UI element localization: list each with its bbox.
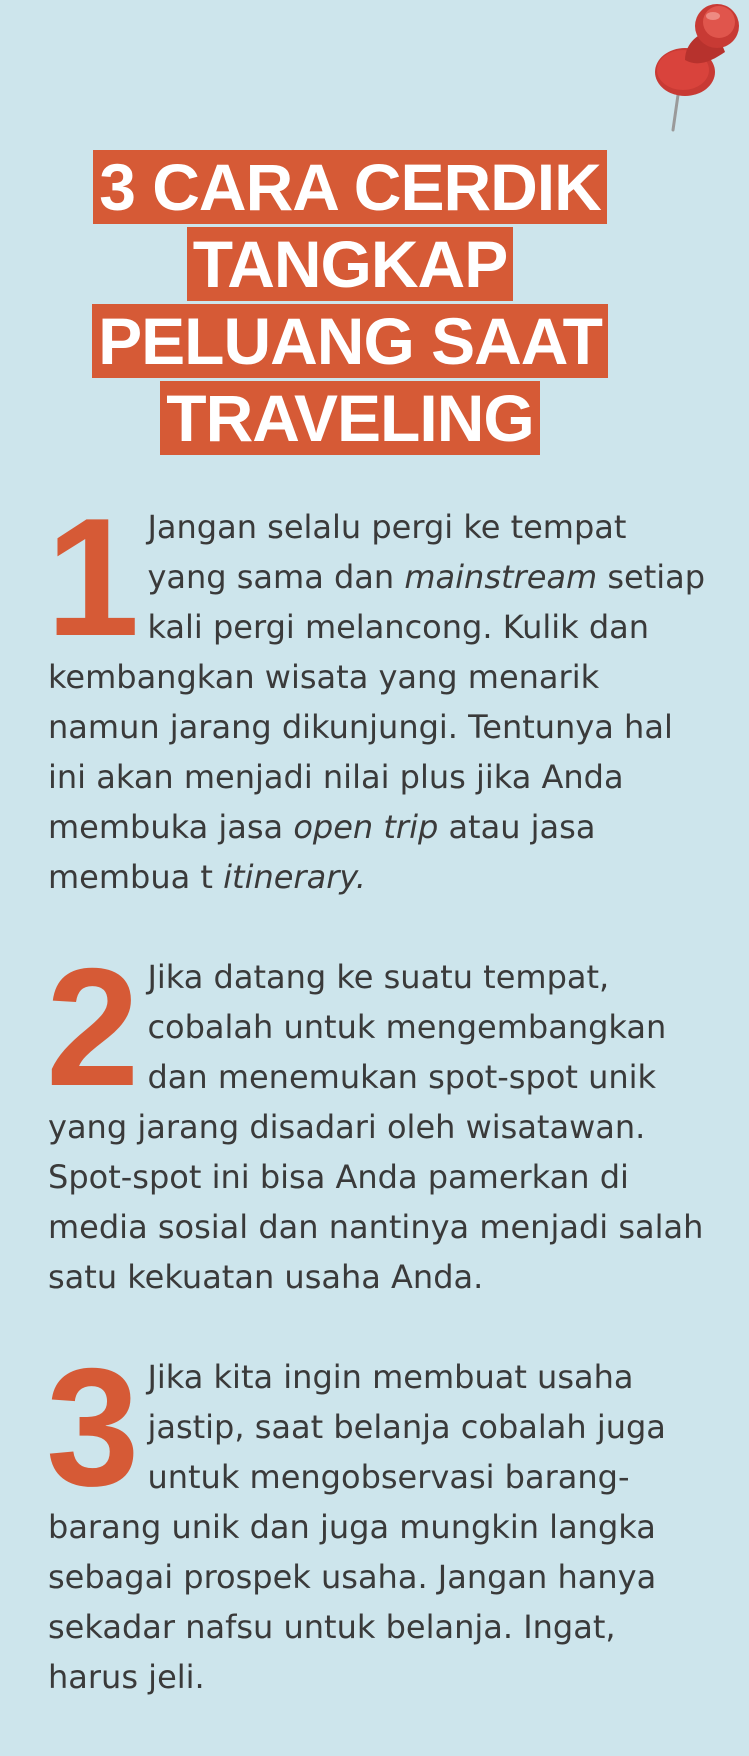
title-line: PELUANG SAAT (92, 304, 608, 378)
tip-text: setiap kali pergi melancong. Kulik dan kembangkan wisata yang menarik namun jarang dikunjungi. Tentunya hal ini akan menjadi nilai plus jika Anda membuka jasa (48, 558, 706, 846)
tip-emphasis: mainstream (404, 558, 598, 596)
tip-text: Jika datang ke suatu tempat, cobalah untuk mengembangkan dan menemukan spot-spot unik yang jarang disadari oleh wisatawan. Spot-spot ini bisa Anda pamerkan di media sosial dan nantinya menjadi salah satu kekuatan usaha Anda. (48, 958, 704, 1296)
tip-item (46, 1333, 708, 1702)
title-line: TRAVELING (160, 381, 539, 455)
tip-number: 3 (46, 1333, 140, 1521)
tips-list (46, 483, 708, 1752)
tip-number: 1 (46, 483, 140, 671)
tip-text: Jangan selalu pergi ke tempat yang sama dan (147, 508, 627, 596)
tip-item (46, 933, 708, 1302)
tip-emphasis: open trip (293, 808, 439, 846)
push-pin-icon (655, 0, 749, 140)
tip-number: 2 (46, 933, 140, 1121)
title-line: TANGKAP (187, 227, 513, 301)
tip-emphasis: itinerary. (223, 858, 366, 896)
tip-text: Jika kita ingin membuat usaha jastip, saat belanja cobalah juga untuk mengobservasi barang-barang unik dan juga mungkin langka sebagai prospek usaha. Jangan hanya sekadar nafsu untuk belanja. Ingat, harus jeli. (48, 1358, 666, 1696)
page-title (40, 150, 660, 458)
title-line: 3 CARA CERDIK (93, 150, 607, 224)
tip-text: atau jasa membua t (48, 808, 596, 896)
tip-item (46, 483, 708, 902)
